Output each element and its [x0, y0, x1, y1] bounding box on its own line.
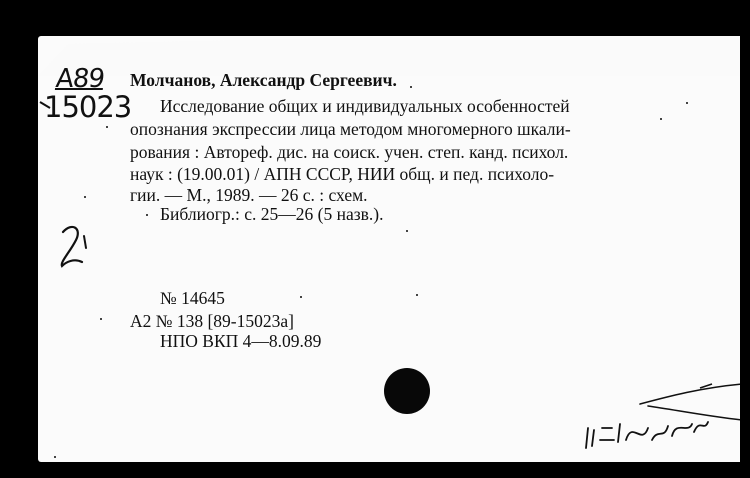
title-line-3: рования : Автореф. дис. на соиск. учен. степ. канд. психол.: [130, 142, 569, 162]
title-line-5: гии. — М., 1989. — 26 с. : схем.: [130, 185, 368, 205]
speck: [660, 118, 662, 120]
author-heading: Молчанов, Александр Сергеевич.: [130, 70, 397, 90]
speck: [100, 318, 102, 320]
card-right-shadow: [740, 34, 750, 478]
speck: [410, 86, 412, 88]
handwritten-mark-2: [62, 227, 82, 266]
bibliography-note: Библиогр.: с. 25—26 (5 назв.).: [160, 204, 384, 224]
handwritten-signature-scribble: [586, 422, 708, 448]
title-line-2: опознания экспрессии лица методом многомерного шкали-: [130, 119, 571, 139]
speck: [300, 296, 302, 298]
shelfmark-handwritten-line-2: 15023: [44, 90, 132, 124]
handwritten-tick: [84, 236, 86, 248]
speck: [406, 230, 408, 232]
shelfmark-handwritten-line-1: А89: [54, 64, 106, 94]
speck: [416, 294, 418, 296]
title-line-1: Исследование общих и индивидуальных особенностей: [160, 96, 570, 116]
handwritten-slash-line: [640, 384, 742, 420]
speck: [84, 196, 86, 198]
speck: [686, 102, 688, 104]
npo-line: НПО ВКП 4—8.09.89: [160, 331, 322, 351]
copy-number: № 14645: [160, 288, 225, 308]
title-line-4: наук : (19.00.01) / АПН СССР, НИИ общ. и пед. психоло-: [130, 164, 555, 184]
a2-accession-line: А2 № 138 [89-15023а]: [130, 311, 294, 331]
speck: [106, 126, 108, 128]
speck: [54, 456, 56, 458]
speck: [146, 214, 148, 216]
handwritten-dash: [40, 102, 50, 108]
